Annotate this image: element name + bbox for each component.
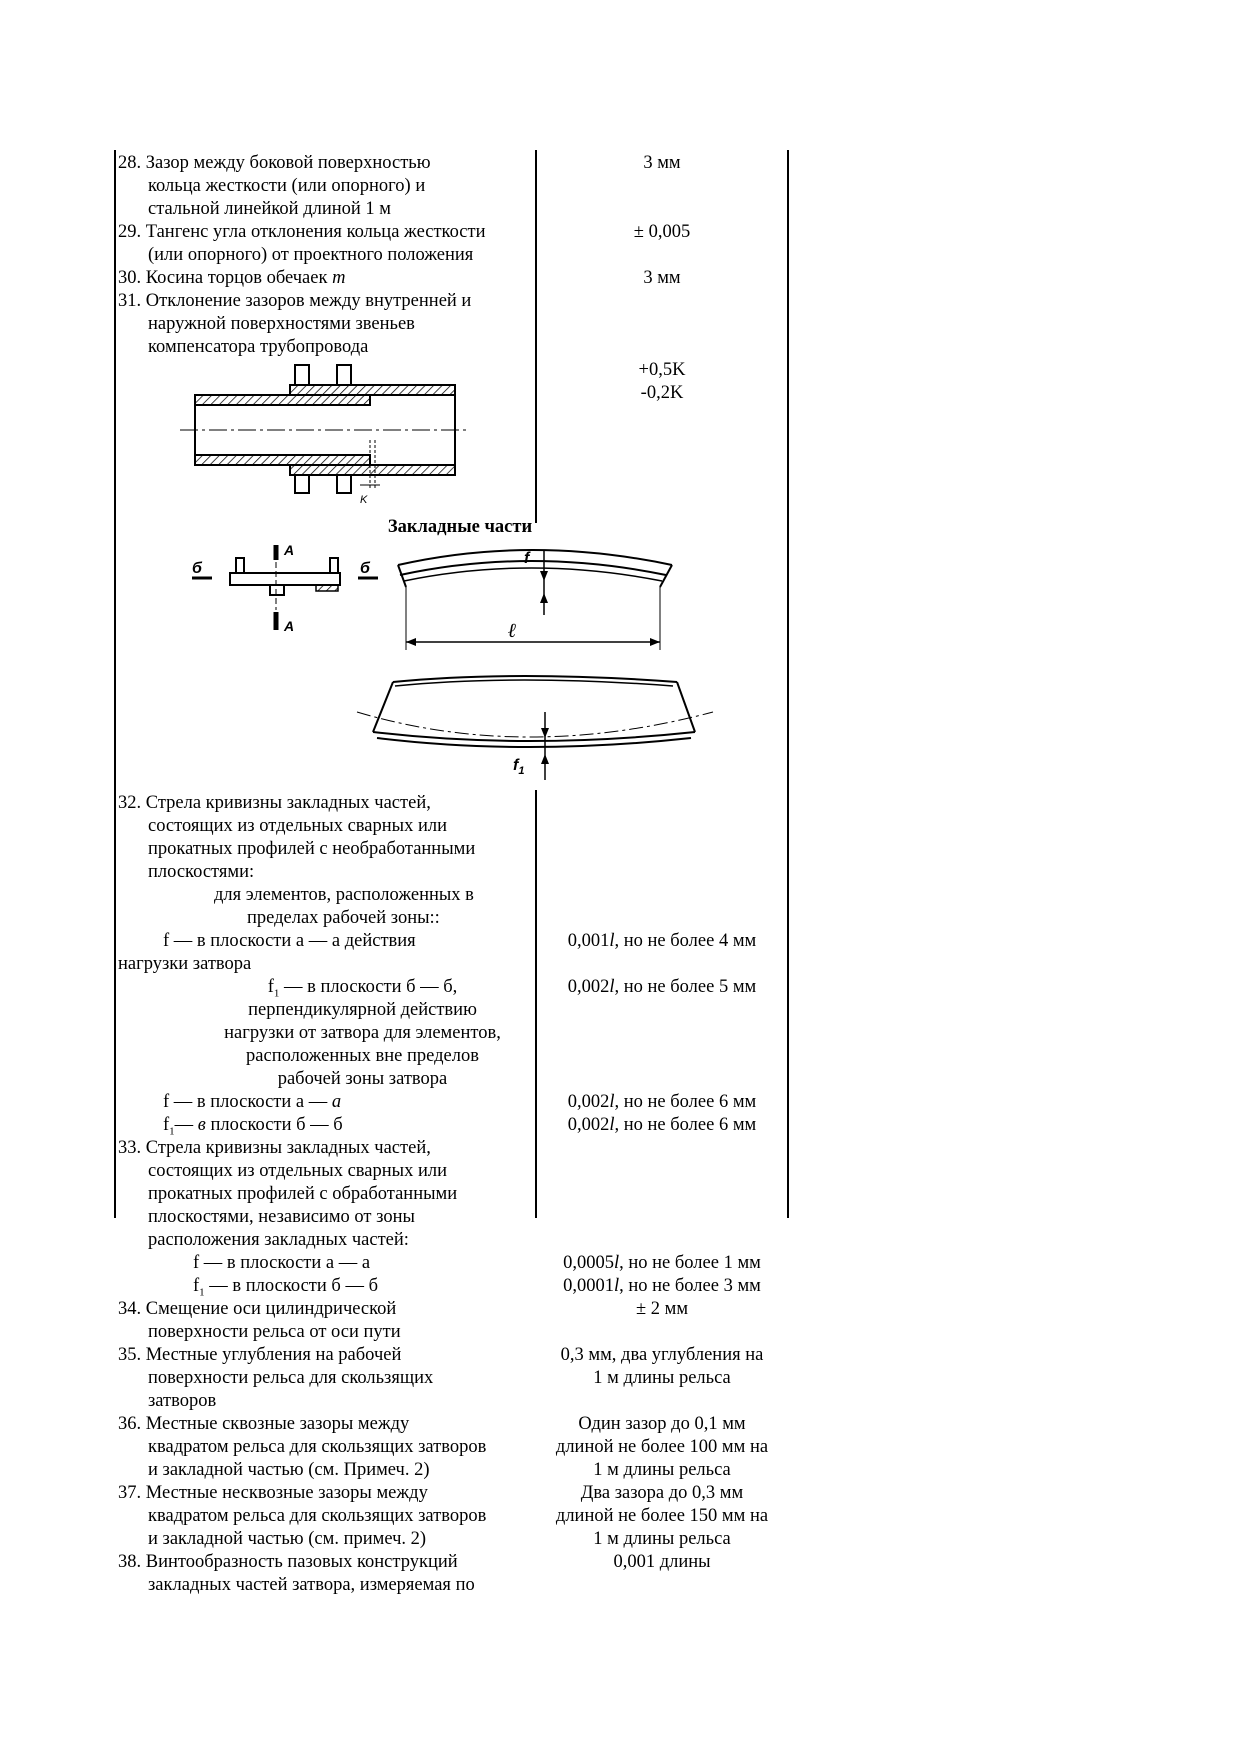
item-32-f1-line5: рабочей зоны затвора bbox=[277, 1069, 448, 1089]
item-32-value1-rest: , но не более 4 мм bbox=[614, 931, 757, 951]
item-37-line3: и закладной частью (см. примеч. 2) bbox=[148, 1529, 427, 1549]
item-37-line1: 37. Местные несквозные зазоры между bbox=[118, 1483, 428, 1503]
item-36-line1: 36. Местные сквозные зазоры между bbox=[118, 1414, 410, 1434]
item-32-value2-rest: , но не более 5 мм bbox=[614, 977, 757, 997]
item-36-value3: 1 м длины рельса bbox=[593, 1460, 731, 1480]
item-38-line1: 38. Винтообразность пазовых конструкций bbox=[118, 1552, 458, 1572]
item-33-value2 bbox=[538, 1275, 786, 1298]
item-33-value2-rest: , но не более 3 мм bbox=[619, 1276, 761, 1296]
item-37-value2: длиной не более 150 мм на bbox=[555, 1506, 769, 1526]
arc-bottom-f: f bbox=[513, 757, 519, 774]
section-label-b-left: б bbox=[192, 560, 202, 577]
item-37-line2: квадратом рельса для скользящих затворов bbox=[148, 1506, 487, 1526]
table-right-border bbox=[787, 150, 789, 1218]
item-35-line1: 35. Местные углубления на рабочей bbox=[118, 1345, 402, 1365]
item-32-h2-sub: 1 bbox=[169, 1125, 175, 1138]
item-33-value1-rest: , но не более 1 мм bbox=[619, 1253, 761, 1273]
item-32-value3-rest: , но не более 6 мм bbox=[614, 1092, 757, 1112]
item-32-h2-dash: — bbox=[174, 1115, 198, 1135]
item-33-value2-num: 0,0001 bbox=[563, 1276, 614, 1296]
section-label-a-top: A bbox=[284, 542, 295, 558]
item-32-h2-v: в bbox=[197, 1115, 206, 1135]
item-32-h2-rest: плоскости б — б bbox=[205, 1115, 343, 1135]
item-32-h1-a: а bbox=[331, 1092, 342, 1112]
item-32-value3-l: l bbox=[609, 1092, 615, 1112]
item-33-line3: прокатных профилей с обработанными bbox=[148, 1184, 458, 1204]
item-32-f1-line2: перпендикулярной действию bbox=[248, 1000, 477, 1020]
item-32-f-line1: f — в плоскости а — а действия bbox=[163, 931, 416, 951]
item-33-f2-f: f bbox=[193, 1276, 200, 1296]
item-30-line1 bbox=[118, 267, 345, 290]
item-32-f1-sub: 1 bbox=[273, 987, 280, 1000]
item-28-value: 3 мм bbox=[643, 153, 681, 173]
item-33-f2-sub: 1 bbox=[199, 1286, 205, 1299]
item-32-sub2: пределах рабочей зоны:: bbox=[247, 908, 440, 928]
item-32-h1 bbox=[163, 1091, 341, 1114]
item-32-f1-line4: расположенных вне пределов bbox=[246, 1046, 479, 1066]
item-33-value1-l: l bbox=[613, 1253, 620, 1273]
item-28-line3: стальной линейкой длиной 1 м bbox=[148, 199, 392, 219]
column-divider bbox=[535, 150, 537, 523]
item-33-line4: плоскостями, независимо от зоны bbox=[148, 1207, 415, 1227]
item-29-line1: 29. Тангенс угла отклонения кольца жесткости bbox=[118, 222, 486, 242]
item-30-symbol: m bbox=[332, 268, 346, 288]
item-30-text: 30. Косина торцов обечаек bbox=[118, 268, 333, 288]
item-33-value2-l: l bbox=[613, 1276, 620, 1296]
item-32-line1: 32. Стрела кривизны закладных частей, bbox=[118, 793, 431, 813]
item-31-line3: компенсатора трубопровода bbox=[148, 337, 369, 357]
item-32-value4 bbox=[538, 1114, 786, 1137]
item-28-line2: кольца жесткости (или опорного) и bbox=[148, 176, 426, 196]
item-32-value4-num: 0,002 bbox=[567, 1115, 610, 1135]
section-label-a-bottom: A bbox=[284, 618, 295, 634]
item-32-f1-line3: нагрузки от затвора для элементов, bbox=[224, 1023, 501, 1043]
item-32-line2: состоящих из отдельных сварных или bbox=[148, 816, 447, 836]
item-34-value: ± 2 мм bbox=[635, 1299, 689, 1319]
compensator-drawing bbox=[175, 355, 475, 505]
arc-bottom-f-sub: 1 bbox=[518, 765, 525, 777]
item-32-value2-l: l bbox=[609, 977, 615, 997]
item-32-f1-f: f bbox=[267, 977, 274, 997]
item-35-line3: затворов bbox=[148, 1391, 217, 1411]
item-36-value2: длиной не более 100 мм на bbox=[555, 1437, 769, 1457]
table-left-border bbox=[114, 150, 116, 1218]
item-33-line5: расположения закладных частей: bbox=[148, 1230, 409, 1250]
item-38-line2: закладных частей затвора, измеряемая по bbox=[148, 1575, 475, 1595]
item-35-value2: 1 м длины рельса bbox=[593, 1368, 731, 1388]
arc-bottom-f-label bbox=[513, 757, 524, 777]
item-31-line2: наружной поверхностями звеньев bbox=[148, 314, 415, 334]
item-34-line1: 34. Смещение оси цилиндрической bbox=[118, 1299, 397, 1319]
item-33-value1-num: 0,0005 bbox=[563, 1253, 614, 1273]
item-37-value1: Два зазора до 0,3 мм bbox=[580, 1483, 744, 1503]
item-33-value1 bbox=[538, 1252, 786, 1275]
arc-top-l-label: ℓ bbox=[508, 620, 517, 642]
section-drawing bbox=[190, 540, 390, 635]
item-32-value3-num: 0,002 bbox=[567, 1092, 610, 1112]
item-34-line2: поверхности рельса от оси пути bbox=[148, 1322, 401, 1342]
item-36-line2: квадратом рельса для скользящих затворов bbox=[148, 1437, 487, 1457]
item-32-value1-num: 0,001 bbox=[567, 931, 610, 951]
item-28-line1: 28. Зазор между боковой поверхностью bbox=[118, 153, 431, 173]
section-title: Закладные части bbox=[387, 517, 533, 537]
item-32-line4: плоскостями: bbox=[148, 862, 255, 882]
item-32-value1-l: l bbox=[609, 931, 615, 951]
item-30-value: 3 мм bbox=[643, 268, 681, 288]
item-33-line1: 33. Стрела кривизны закладных частей, bbox=[118, 1138, 431, 1158]
arc-drawing-top bbox=[390, 545, 680, 660]
item-38-value: 0,001 длины bbox=[613, 1552, 711, 1572]
item-33-f2-rest: — в плоскости б — б bbox=[204, 1276, 378, 1296]
item-32-value2 bbox=[538, 976, 786, 999]
item-32-value4-l: l bbox=[609, 1115, 615, 1135]
column-divider-lower bbox=[535, 790, 537, 1218]
item-29-line2: (или опорного) от проектного положения bbox=[148, 245, 474, 265]
item-31-value-lower: -0,2K bbox=[640, 383, 684, 403]
item-37-value3: 1 м длины рельса bbox=[593, 1529, 731, 1549]
item-33-line2: состоящих из отдельных сварных или bbox=[148, 1161, 447, 1181]
item-32-line3: прокатных профилей с необработанными bbox=[148, 839, 476, 859]
item-31-line1: 31. Отклонение зазоров между внутренней и bbox=[118, 291, 472, 311]
item-32-value4-rest: , но не более 6 мм bbox=[614, 1115, 757, 1135]
item-32-h1-text: f — в плоскости а — bbox=[163, 1092, 332, 1112]
item-35-value1: 0,3 мм, два углубления на bbox=[560, 1345, 764, 1365]
item-32-sub1: для элементов, расположенных в bbox=[214, 885, 474, 905]
item-32-h2-f: f bbox=[163, 1115, 170, 1135]
item-32-f1-rest: — в плоскости б — б, bbox=[279, 977, 458, 997]
item-31-value-upper: +0,5K bbox=[638, 360, 686, 380]
item-32-value1 bbox=[538, 930, 786, 953]
arc-drawing-bottom bbox=[365, 672, 695, 782]
item-32-value2-num: 0,002 bbox=[567, 977, 610, 997]
item-33-f1: f — в плоскости а — а bbox=[193, 1253, 371, 1273]
section-label-b-right: б bbox=[360, 560, 370, 577]
arc-top-f-label: f bbox=[524, 550, 530, 567]
item-36-value1: Один зазор до 0,1 мм bbox=[578, 1414, 746, 1434]
item-29-value: ± 0,005 bbox=[633, 222, 691, 242]
item-32-f-line2: нагрузки затвора bbox=[118, 954, 252, 974]
compensator-k-label: K bbox=[360, 494, 368, 506]
item-35-line2: поверхности рельса для скользящих bbox=[148, 1368, 434, 1388]
item-32-value3 bbox=[538, 1091, 786, 1114]
item-36-line3: и закладной частью (см. Примеч. 2) bbox=[148, 1460, 430, 1480]
